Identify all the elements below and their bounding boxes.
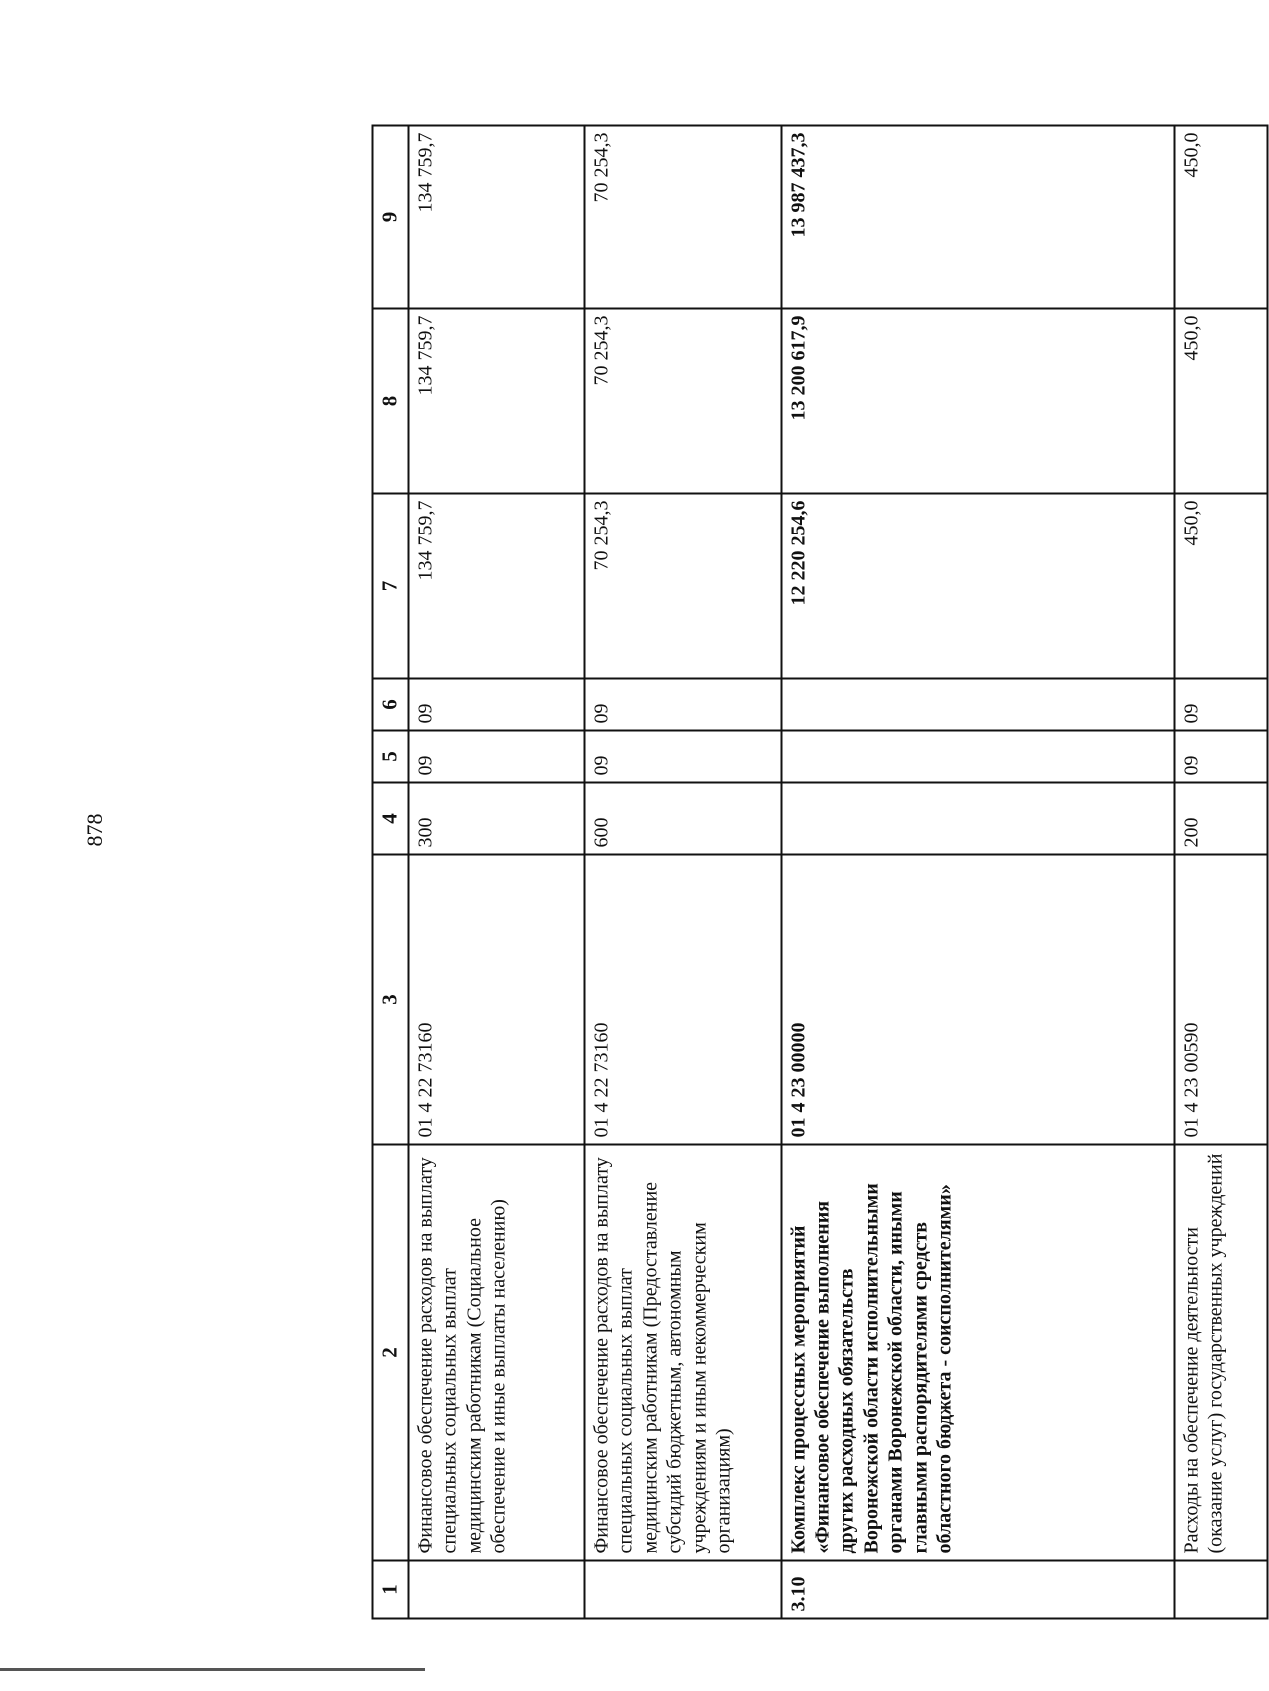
header-col-3: 3	[373, 855, 409, 1145]
row-col-8: 134 759,7	[409, 309, 585, 494]
row-col-9: 450,0	[1174, 126, 1267, 309]
row-col-6	[781, 679, 1174, 731]
row-col-6: 09	[1174, 679, 1267, 731]
row-code: 01 4 23 00590	[1174, 855, 1267, 1145]
row-number	[584, 1561, 781, 1619]
row-name: Комплекс процессных мероприятий «Финансовое обеспечение выполнения других расходных обязательств Воронежской области исполнительными органами Воронежской области, иными главными распорядителями средств областного бюджета - соисполнителями»	[781, 1145, 1174, 1561]
row-name: Финансовое обеспечение расходов на выплату специальных социальных выплат медицинским работникам (Социальное обеспечение и иные выплаты населению)	[409, 1145, 585, 1561]
row-number: 3.10	[781, 1561, 1174, 1619]
budget-table	[372, 125, 1269, 1620]
row-col-5: 09	[1174, 731, 1267, 783]
header-col-8: 8	[373, 309, 409, 494]
header-col-1: 1	[373, 1561, 409, 1619]
row-code: 01 4 22 73160	[584, 855, 781, 1145]
header-col-4: 4	[373, 783, 409, 855]
header-col-7: 7	[373, 494, 409, 679]
row-col-9: 13 987 437,3	[781, 126, 1174, 309]
row-col-9: 134 759,7	[409, 126, 585, 309]
row-col-5: 09	[409, 731, 585, 783]
table-row	[781, 126, 1174, 1619]
row-col-9: 70 254,3	[584, 126, 781, 309]
row-col-4: 300	[409, 783, 585, 855]
row-number	[1174, 1561, 1267, 1619]
row-col-4: 200	[1174, 783, 1267, 855]
row-number	[409, 1561, 585, 1619]
row-col-8: 70 254,3	[584, 309, 781, 494]
row-col-8: 450,0	[1174, 309, 1267, 494]
scan-edge-line	[0, 1668, 425, 1671]
table-row	[1174, 126, 1267, 1619]
row-col-5	[781, 731, 1174, 783]
row-col-7: 12 220 254,6	[781, 494, 1174, 679]
row-col-7: 450,0	[1174, 494, 1267, 679]
header-col-2: 2	[373, 1145, 409, 1561]
row-col-6: 09	[409, 679, 585, 731]
row-col-5: 09	[584, 731, 781, 783]
header-col-9: 9	[373, 126, 409, 309]
row-code: 01 4 23 00000	[781, 855, 1174, 1145]
row-name: Расходы на обеспечение деятельности (оказание услуг) государственных учреждений	[1174, 1145, 1267, 1561]
header-col-6: 6	[373, 679, 409, 731]
row-col-6: 09	[584, 679, 781, 731]
budget-table-container	[372, 127, 1269, 1620]
row-col-8: 13 200 617,9	[781, 309, 1174, 494]
table-row	[584, 126, 781, 1619]
row-col-7: 134 759,7	[409, 494, 585, 679]
row-col-4	[781, 783, 1174, 855]
table-row	[409, 126, 585, 1619]
row-col-4: 600	[584, 783, 781, 855]
row-code: 01 4 22 73160	[409, 855, 585, 1145]
row-col-7: 70 254,3	[584, 494, 781, 679]
header-col-5: 5	[373, 731, 409, 783]
page-number: 878	[82, 813, 107, 847]
row-name: Финансовое обеспечение расходов на выплату специальных социальных выплат медицинским работникам (Предоставление субсидий бюджетным, автономным учреждениям и иным некоммерческим организациям)	[584, 1145, 781, 1561]
header-row	[373, 126, 409, 1619]
